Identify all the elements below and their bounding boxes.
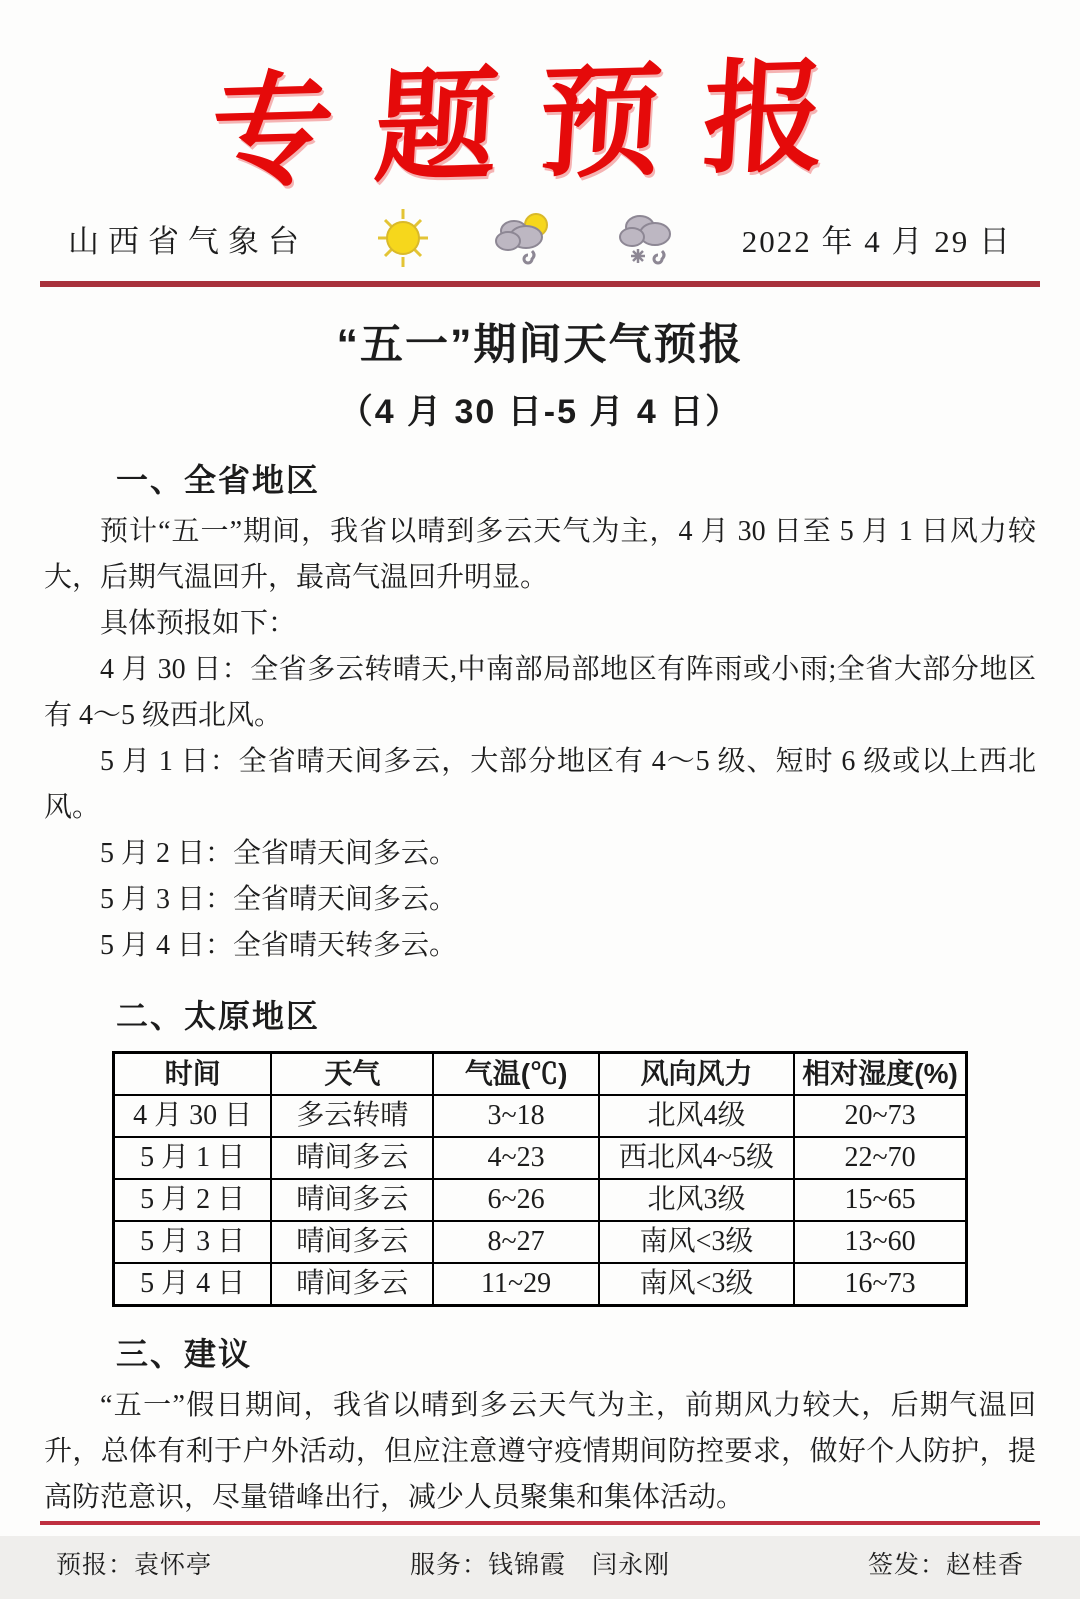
paragraph: “五一”假日期间，我省以晴到多云天气为主，前期风力较大，后期气温回升，总体有利于户外活动，但应注意遵守疫情期间防控要求，做好个人防护，提高防范意识，尽量错峰出行，减少人员聚集和集体活动。 — [44, 1390, 1036, 1513]
table-cell: 北风3级 — [599, 1179, 794, 1221]
masthead — [0, 26, 1080, 204]
section-heading-advice: 三、建议 — [116, 1336, 253, 1372]
paragraph: 5 月 3 日：全省晴天间多云。 — [100, 884, 458, 915]
section-heading-province: 一、全省地区 — [116, 462, 321, 498]
paragraph: 具体预报如下： — [100, 608, 297, 639]
table-cell: 5 月 3 日 — [114, 1221, 272, 1263]
table-row — [114, 1137, 967, 1179]
table-cell: 5 月 4 日 — [114, 1263, 272, 1306]
table-cell: 3~18 — [433, 1095, 598, 1137]
footer-service: 服务：钱锦霞 闫永刚 — [409, 1552, 670, 1579]
table-cell: 8~27 — [433, 1221, 598, 1263]
table-cell: 南风<3级 — [599, 1221, 794, 1263]
table-cell: 4~23 — [433, 1137, 598, 1179]
doc-title: “五一”期间天气预报 — [336, 321, 744, 369]
table-row — [114, 1221, 967, 1263]
table-header-cell: 气温(℃) — [433, 1053, 598, 1096]
table-cell: 5 月 1 日 — [114, 1137, 272, 1179]
taiyuan-table-body — [114, 1095, 967, 1306]
table-header-cell: 时间 — [114, 1053, 272, 1096]
footer-red-rule — [40, 1521, 1040, 1525]
table-cell: 15~65 — [794, 1179, 966, 1221]
table-cell: 11~29 — [433, 1263, 598, 1306]
table-header-cell: 相对湿度(%) — [794, 1053, 966, 1096]
table-cell: 22~70 — [794, 1137, 966, 1179]
table-cell: 北风4级 — [599, 1095, 794, 1137]
issue-date: 2022 年 4 月 29 日 — [741, 223, 1012, 259]
table-row — [114, 1179, 967, 1221]
paragraph: 5 月 2 日：全省晴天间多云。 — [100, 838, 458, 869]
table-cell: 4 月 30 日 — [114, 1095, 272, 1137]
table-row — [114, 1263, 967, 1306]
snow-cloud-icon — [610, 207, 680, 269]
sun-icon — [370, 207, 436, 269]
masthead-title: 专题预报 — [207, 42, 872, 204]
table-cell: 16~73 — [794, 1263, 966, 1306]
table-row — [114, 1095, 967, 1137]
table-header-cell: 风向风力 — [599, 1053, 794, 1096]
footer-issuer: 签发：赵桂香 — [867, 1552, 1024, 1579]
table-cell: 6~26 — [433, 1179, 598, 1221]
footer — [0, 1521, 1080, 1599]
table-cell: 西北风4~5级 — [599, 1137, 794, 1179]
table-cell: 13~60 — [794, 1221, 966, 1263]
table-header-cell: 天气 — [271, 1053, 433, 1096]
content — [0, 433, 1080, 1521]
header-row — [0, 207, 1080, 269]
taiyuan-forecast-table — [112, 1051, 968, 1307]
table-cell: 多云转晴 — [271, 1095, 433, 1137]
sun-behind-rain-cloud-icon — [488, 207, 558, 269]
weather-icon-strip — [308, 207, 742, 269]
table-cell: 晴间多云 — [271, 1179, 433, 1221]
table-cell: 南风<3级 — [599, 1263, 794, 1306]
table-cell: 5 月 2 日 — [114, 1179, 272, 1221]
section-heading-taiyuan: 二、太原地区 — [116, 998, 321, 1034]
table-cell: 晴间多云 — [271, 1137, 433, 1179]
table-cell: 20~73 — [794, 1095, 966, 1137]
footer-row — [0, 1545, 1080, 1581]
doc-subtitle: （4 月 30 日-5 月 4 日） — [338, 393, 742, 431]
paragraph: 5 月 1 日：全省晴天间多云，大部分地区有 4～5 级、短时 6 级或以上西北风。 — [44, 746, 1036, 823]
agency-name: 山西省气象台 — [68, 223, 308, 259]
table-header-row — [114, 1053, 967, 1096]
table-cell: 晴间多云 — [271, 1221, 433, 1263]
table-cell: 晴间多云 — [271, 1263, 433, 1306]
paragraph: 5 月 4 日：全省晴天转多云。 — [100, 930, 458, 961]
footer-forecaster: 预报：袁怀亭 — [56, 1552, 213, 1579]
double-red-rule — [40, 281, 1040, 287]
paragraph: 预计“五一”期间，我省以晴到多云天气为主，4 月 30 日至 5 月 1 日风力较大，后期气温回升，最高气温回升明显。 — [44, 516, 1036, 593]
paragraph: 4 月 30 日：全省多云转晴天,中南部局部地区有阵雨或小雨;全省大部分地区有 4～5 级西北风。 — [44, 654, 1036, 731]
